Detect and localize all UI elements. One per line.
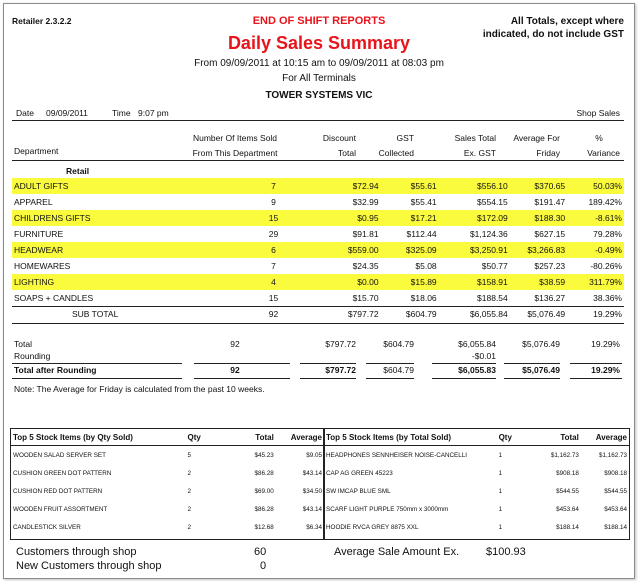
top5-total-col-qty: Qty: [497, 429, 527, 446]
dept-name: ADULT GIFTS: [12, 178, 225, 194]
dept-avg: $370.65: [510, 178, 567, 194]
top5-total-col-avg: Average: [581, 429, 629, 446]
dept-items: 6: [225, 242, 323, 258]
rounding-label: Rounding: [14, 351, 51, 361]
dept-variance: 311.79%: [567, 274, 624, 290]
top5-qty-item-avg: $43.14: [302, 469, 322, 477]
top5-total-item-total: $188.14: [556, 523, 579, 531]
customers-value: 60: [254, 546, 267, 558]
dept-avg: $136.27: [534, 293, 566, 303]
rounding-value: -$0.01: [471, 351, 496, 361]
list-item: [11, 446, 324, 465]
col-variance-line2: Variance: [587, 148, 620, 158]
col-avg: [498, 131, 560, 161]
gst-note-line1: All Totals, except where: [510, 16, 624, 27]
top5-total-item-total: $453.64: [556, 505, 579, 513]
report-page: [3, 3, 635, 579]
column-header-rule: [12, 160, 624, 161]
table-row: [12, 274, 624, 290]
dept-discount: $24.35: [352, 261, 379, 271]
total-underline-rule: [570, 378, 622, 379]
total-separator-rule: [366, 363, 414, 364]
dept-sales: $158.91: [439, 274, 510, 290]
top5-qty-col-total: Total: [220, 429, 276, 446]
dept-avg: $191.47: [534, 197, 566, 207]
col-department: Department: [14, 146, 59, 156]
top5-qty-table: [11, 429, 324, 536]
col-sales-line2: Ex. GST: [463, 148, 496, 158]
header-rule: [12, 120, 624, 121]
total-separator-rule: [504, 363, 560, 364]
top5-total-item-avg: $188.14: [604, 523, 627, 531]
subtotal-label: SUB TOTAL: [72, 309, 119, 319]
col-gst-line2: Collected: [378, 148, 414, 158]
top5-qty-item-qty: 2: [187, 469, 192, 477]
top5-total-col-total: Total: [527, 429, 581, 446]
top5-total-table: [324, 429, 629, 536]
subtotal-discount: $797.72: [347, 309, 379, 319]
company-name: TOWER SYSTEMS VIC: [265, 90, 373, 101]
top5-total-item-avg: $1,162.73: [598, 451, 627, 459]
table-row: [12, 290, 624, 306]
col-sales-line1: Sales Total: [454, 133, 496, 143]
subtotal-items: 92: [268, 309, 279, 319]
top5-qty-item-total: $45.23: [254, 451, 274, 459]
dept-variance: 79.28%: [593, 229, 622, 239]
top5-total-item-total: $544.55: [556, 487, 579, 495]
dept-avg: $257.23: [534, 261, 566, 271]
table-row: [12, 258, 624, 274]
dept-variance: 50.03%: [567, 178, 624, 194]
top5-qty-item-avg: $43.14: [302, 505, 322, 513]
col-discount: [294, 131, 356, 161]
list-item: [324, 464, 629, 482]
top5-qty-item-total: $69.00: [254, 487, 274, 495]
shop-sales-label: Shop Sales: [576, 108, 620, 118]
table-row: [12, 242, 624, 258]
total-underline-rule: [300, 378, 356, 379]
subtotal-bottom-rule: [12, 323, 624, 324]
col-items-line2: From This Department: [192, 148, 278, 158]
total-after-variance: 19.29%: [591, 365, 620, 375]
top5-qty-item-total: $86.28: [254, 469, 274, 477]
list-item: [324, 482, 629, 500]
dept-avg: $627.15: [534, 229, 566, 239]
department-table: [12, 178, 624, 322]
total-separator-rule: [12, 363, 182, 364]
top5-qty-item-avg: $9.05: [306, 451, 322, 459]
terminals-label: For All Terminals: [282, 73, 356, 84]
top5-total-panel: [323, 428, 630, 540]
dept-avg: $38.59: [510, 274, 567, 290]
top5-qty-col-avg: Average: [276, 429, 324, 446]
top5-qty-item-avg: $6.34: [306, 523, 322, 531]
col-gst: [360, 131, 414, 161]
total-after-sales: $6,055.83: [458, 365, 496, 375]
total-after-label: Total after Rounding: [14, 365, 97, 375]
version-label: Retailer 2.3.2.2: [12, 16, 72, 26]
list-item: [11, 464, 324, 482]
col-avg-line2: Friday: [536, 148, 560, 158]
total-sales: $6,055.84: [458, 339, 496, 349]
subtotal-avg: $5,076.49: [527, 309, 566, 319]
dept-sales: $50.77: [481, 261, 508, 271]
dept-sales: $3,250.91: [439, 242, 510, 258]
total-underline-rule: [194, 378, 290, 379]
dept-avg: $188.30: [510, 210, 567, 226]
dept-gst: $55.41: [410, 197, 437, 207]
col-gst-line1: GST: [396, 133, 414, 143]
top5-qty-item-name: WOODEN FRUIT ASSORTMENT: [13, 505, 108, 513]
subtotal-gst: $604.79: [405, 309, 437, 319]
new-customers-value: 0: [260, 560, 267, 572]
top5-total-title: Top 5 Stock Items (by Total Sold): [324, 429, 497, 446]
dept-discount: $91.81: [352, 229, 379, 239]
department-rows: [12, 178, 624, 322]
total-items: 92: [230, 339, 240, 349]
date-label: Date: [16, 108, 34, 118]
gst-note-line2: indicated, do not include GST: [482, 29, 624, 40]
col-items-line1: Number Of Items Sold: [192, 133, 278, 143]
dept-gst: $112.44: [406, 229, 437, 239]
list-item: [11, 518, 324, 536]
report-type: END OF SHIFT REPORTS: [252, 15, 386, 27]
top5-total-item-name: CAP AG GREEN 45223: [326, 469, 393, 477]
page-title: Daily Sales Summary: [227, 33, 411, 53]
list-item: [324, 500, 629, 518]
top5-total-item-total: $908.18: [556, 469, 579, 477]
new-customers-label: New Customers through shop: [16, 560, 162, 572]
total-gst: $604.79: [383, 339, 414, 349]
top5-total-item-name: SW IMCAP BLUE SML: [326, 487, 391, 495]
table-row: [12, 226, 624, 242]
col-sales: [420, 131, 496, 161]
time-value: 9:07 pm: [138, 108, 169, 118]
total-variance: 19.29%: [591, 339, 620, 349]
dept-items: 7: [271, 261, 276, 271]
dept-name: HOMEWARES: [14, 261, 71, 271]
total-after-avg: $5,076.49: [522, 365, 560, 375]
dept-discount: $72.94: [322, 178, 380, 194]
top5-total-item-qty: 1: [498, 469, 503, 477]
total-after-rule: [12, 378, 182, 379]
top5-qty-item-qty: 2: [187, 523, 192, 531]
table-row: [12, 178, 624, 194]
dept-variance: -0.49%: [567, 242, 624, 258]
top5-qty-header: [11, 429, 324, 446]
top5-total-item-qty: 1: [498, 505, 503, 513]
total-underline-rule: [366, 378, 414, 379]
top5-qty-item-name: CUSHION RED DOT PATTERN: [13, 487, 103, 495]
subtotal-top-rule: [12, 306, 624, 307]
total-after-discount: $797.72: [325, 365, 356, 375]
dept-items: 29: [268, 229, 279, 239]
list-item: [324, 446, 629, 465]
top5-total-item-total: $1,162.73: [550, 451, 579, 459]
dept-gst: $55.61: [381, 178, 439, 194]
list-item: [11, 500, 324, 518]
col-discount-line2: Total: [338, 148, 356, 158]
total-underline-rule: [432, 378, 496, 379]
col-variance: [564, 131, 620, 161]
total-separator-rule: [300, 363, 356, 364]
dept-gst: $325.09: [381, 242, 439, 258]
top5-total-item-name: HEADPHONES SENNHEISER NOISE-CANCELLI: [326, 451, 468, 459]
top5-qty-item-name: CUSHION GREEN DOT PATTERN: [13, 469, 112, 477]
top5-total-item-qty: 1: [498, 523, 503, 531]
dept-name: LIGHTING: [12, 274, 225, 290]
dept-name: HEADWEAR: [12, 242, 225, 258]
top5-total-item-avg: $908.18: [604, 469, 627, 477]
top5-total-item-name: SCARF LIGHT PURPLE 750mm x 3000mm: [326, 505, 449, 513]
table-row: [12, 210, 624, 226]
total-separator-rule: [194, 363, 290, 364]
dept-sales: $556.10: [439, 178, 510, 194]
total-separator-rule: [570, 363, 622, 364]
col-discount-line1: Discount: [322, 133, 356, 143]
dept-discount: $0.00: [322, 274, 380, 290]
dept-gst: $17.21: [381, 210, 439, 226]
total-after-items: 92: [230, 365, 240, 375]
total-discount: $797.72: [325, 339, 356, 349]
total-separator-rule: [432, 363, 496, 364]
dept-variance: 38.36%: [593, 293, 622, 303]
col-avg-line1: Average For: [513, 133, 560, 143]
dept-gst: $18.06: [410, 293, 437, 303]
dept-gst: $15.89: [381, 274, 439, 290]
total-after-gst: $604.79: [383, 365, 414, 375]
top5-total-item-avg: $544.55: [604, 487, 627, 495]
top5-qty-item-total: $12.68: [254, 523, 274, 531]
top5-qty-item-name: WOODEN SALAD SERVER SET: [13, 451, 106, 459]
subtotal-sales: $6,055.84: [469, 309, 508, 319]
top5-qty-item-avg: $34.50: [302, 487, 322, 495]
customers-label: Customers through shop: [16, 546, 137, 558]
subtotal-row: [12, 306, 624, 322]
dept-discount: $559.00: [322, 242, 380, 258]
dept-sales: $172.09: [439, 210, 510, 226]
col-variance-line1: %: [595, 133, 603, 143]
total-avg: $5,076.49: [522, 339, 560, 349]
total-label: Total: [14, 339, 32, 349]
dept-discount: $0.95: [322, 210, 380, 226]
dept-variance: 189.42%: [588, 197, 622, 207]
dept-name: SOAPS + CANDLES: [14, 293, 94, 303]
top5-qty-title: Top 5 Stock Items (by Qty Sold): [11, 429, 186, 446]
top5-total-item-qty: 1: [498, 451, 503, 459]
list-item: [324, 518, 629, 536]
top5-qty-item-qty: 2: [187, 505, 192, 513]
top5-qty-item-qty: 2: [187, 487, 192, 495]
col-items: [180, 131, 290, 161]
dept-name: APPAREL: [14, 197, 53, 207]
dept-sales: $554.15: [477, 197, 508, 207]
top5-qty-item-total: $86.28: [254, 505, 274, 513]
date-value: 09/09/2011: [46, 108, 88, 118]
dept-variance: -80.26%: [590, 261, 622, 271]
table-row: [12, 194, 624, 210]
avg-sale-label: Average Sale Amount Ex.: [334, 546, 460, 558]
top5-qty-item-name: CANDLESTICK SILVER: [13, 523, 81, 531]
dept-discount: $32.99: [352, 197, 379, 207]
average-note: Note: The Average for Friday is calculated from the past 10 weeks.: [14, 384, 265, 394]
dept-name: FURNITURE: [14, 229, 64, 239]
dept-sales: $188.54: [477, 293, 508, 303]
dept-items: 15: [268, 293, 279, 303]
top5-total-item-qty: 1: [498, 487, 503, 495]
dept-items: 7: [225, 178, 323, 194]
date-range: From 09/09/2011 at 10:15 am to 09/09/2011 at 08:03 pm: [194, 58, 444, 69]
top5-total-item-name: HOODIE RVCA GREY 8875 XXL: [326, 523, 419, 531]
dept-name: CHILDRENS GIFTS: [12, 210, 225, 226]
total-underline-rule: [504, 378, 560, 379]
dept-sales: $1,124.36: [469, 229, 508, 239]
top5-qty-col-qty: Qty: [186, 429, 220, 446]
top5-qty-panel: [10, 428, 325, 540]
top5-qty-item-qty: 5: [187, 451, 192, 459]
list-item: [11, 482, 324, 500]
subtotal-variance: 19.29%: [593, 309, 622, 319]
dept-discount: $15.70: [352, 293, 379, 303]
dept-items: 4: [225, 274, 323, 290]
avg-sale-value: $100.93: [486, 546, 526, 558]
dept-items: 9: [271, 197, 276, 207]
section-label: Retail: [66, 166, 90, 176]
dept-items: 15: [225, 210, 323, 226]
time-label: Time: [112, 108, 131, 118]
dept-gst: $5.08: [415, 261, 437, 271]
top5-total-header: [324, 429, 629, 446]
dept-variance: -8.61%: [567, 210, 624, 226]
top5-total-item-avg: $453.64: [604, 505, 627, 513]
dept-avg: $3,266.83: [510, 242, 567, 258]
